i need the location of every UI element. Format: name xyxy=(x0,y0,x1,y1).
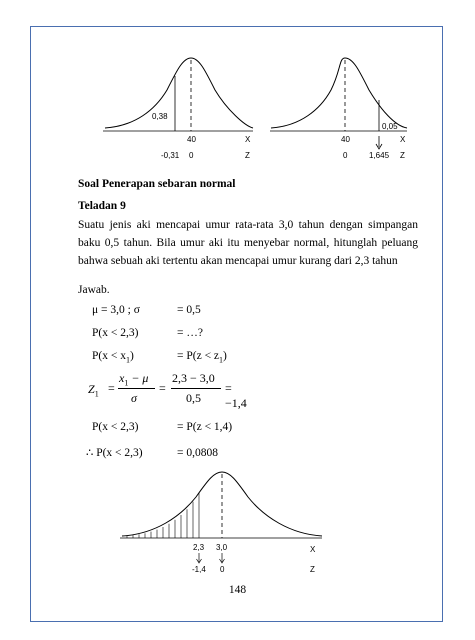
therefore-symbol: ∴ xyxy=(86,447,94,459)
answer-label: Jawab. xyxy=(78,284,110,296)
line3-right-end: ) xyxy=(223,350,227,362)
bottom-z-axis-name: Z xyxy=(310,565,315,574)
right-x-axis-name: X xyxy=(400,135,406,144)
line3-left-end: ) xyxy=(129,350,134,362)
formula-bar1 xyxy=(118,388,155,389)
solution-line5-left: P(x < 2,3) xyxy=(92,421,139,433)
example-title: Teladan 9 xyxy=(78,200,126,212)
left-x-mean-label: 40 xyxy=(187,135,196,144)
formula-den2: 0,5 xyxy=(186,391,201,405)
solution-line2-right: = …? xyxy=(177,327,203,339)
solution-line3-right xyxy=(177,349,227,367)
bottom-z-zero-label: 0 xyxy=(220,565,225,574)
section-heading: Soal Penerapan sebaran normal xyxy=(78,178,236,190)
line3-left-main: P(x < x xyxy=(92,350,126,362)
right-z-value-label: 1,645 xyxy=(369,151,390,160)
left-z-axis-name: Z xyxy=(245,151,250,160)
formula-num1: $x_1 - \mu$ xyxy=(119,371,149,388)
line3-right-main: = P(z < z xyxy=(177,350,220,362)
shaded-left-tail xyxy=(127,493,199,538)
solution-line6-right: = 0,0808 xyxy=(177,447,218,459)
right-z-zero-label: 0 xyxy=(343,151,348,160)
formula-num2: 2,3 − 3,0 xyxy=(172,371,215,385)
formula-eq1: = xyxy=(108,381,115,395)
solution-line6 xyxy=(86,446,143,460)
line3-right-sub: 1 xyxy=(219,355,224,365)
z-formula xyxy=(88,370,248,410)
solution-line5-right: = P(z < 1,4) xyxy=(177,421,233,433)
page-number: 148 xyxy=(228,584,247,596)
solution-line3-left xyxy=(92,349,134,367)
left-area-label: 0,38 xyxy=(152,112,168,121)
bottom-z-value-label: -1,4 xyxy=(192,565,206,574)
right-bell-curve xyxy=(271,58,407,128)
right-area-label: 0,05 xyxy=(382,122,398,131)
line6-left: P(x < 2,3) xyxy=(96,447,143,459)
left-bell-curve xyxy=(105,58,253,128)
left-z-zero-label: 0 xyxy=(189,151,194,160)
solution-line1-left: μ = 3,0 ; σ xyxy=(92,304,140,316)
right-z-axis-name: Z xyxy=(400,151,405,160)
bottom-x-axis-name: X xyxy=(310,545,316,554)
formula-den1: σ xyxy=(131,391,137,405)
bottom-normal-curve-figure xyxy=(110,462,330,577)
problem-text: Suatu jenis aki mencapai umur rata-rata 3,0 tahun dengan simpangan baku 0,5 tahun. Bila umur aki itu menyebar normal, hitunglah peluang bahwa sebuah aki tertentu akan mencapai umur kurang dari 2,3 tahun xyxy=(78,219,418,267)
right-x-mean-label: 40 xyxy=(341,135,350,144)
left-x-axis-name: X xyxy=(245,135,251,144)
top-normal-curves-figure xyxy=(95,48,415,168)
formula-z: $Z_1$ xyxy=(88,382,99,399)
formula-result: = −1,4 xyxy=(225,381,247,410)
formula-bar2 xyxy=(171,388,221,389)
line3-left-sub: 1 xyxy=(125,355,130,365)
left-z-neg-label: -0,31 xyxy=(161,151,180,160)
formula-eq2: = xyxy=(159,381,166,395)
bottom-x-value-label: 2,3 xyxy=(193,543,205,552)
bottom-x-mean-label: 3,0 xyxy=(216,543,228,552)
solution-line1-right: = 0,5 xyxy=(177,304,201,316)
solution-line2-left: P(x < 2,3) xyxy=(92,327,139,339)
